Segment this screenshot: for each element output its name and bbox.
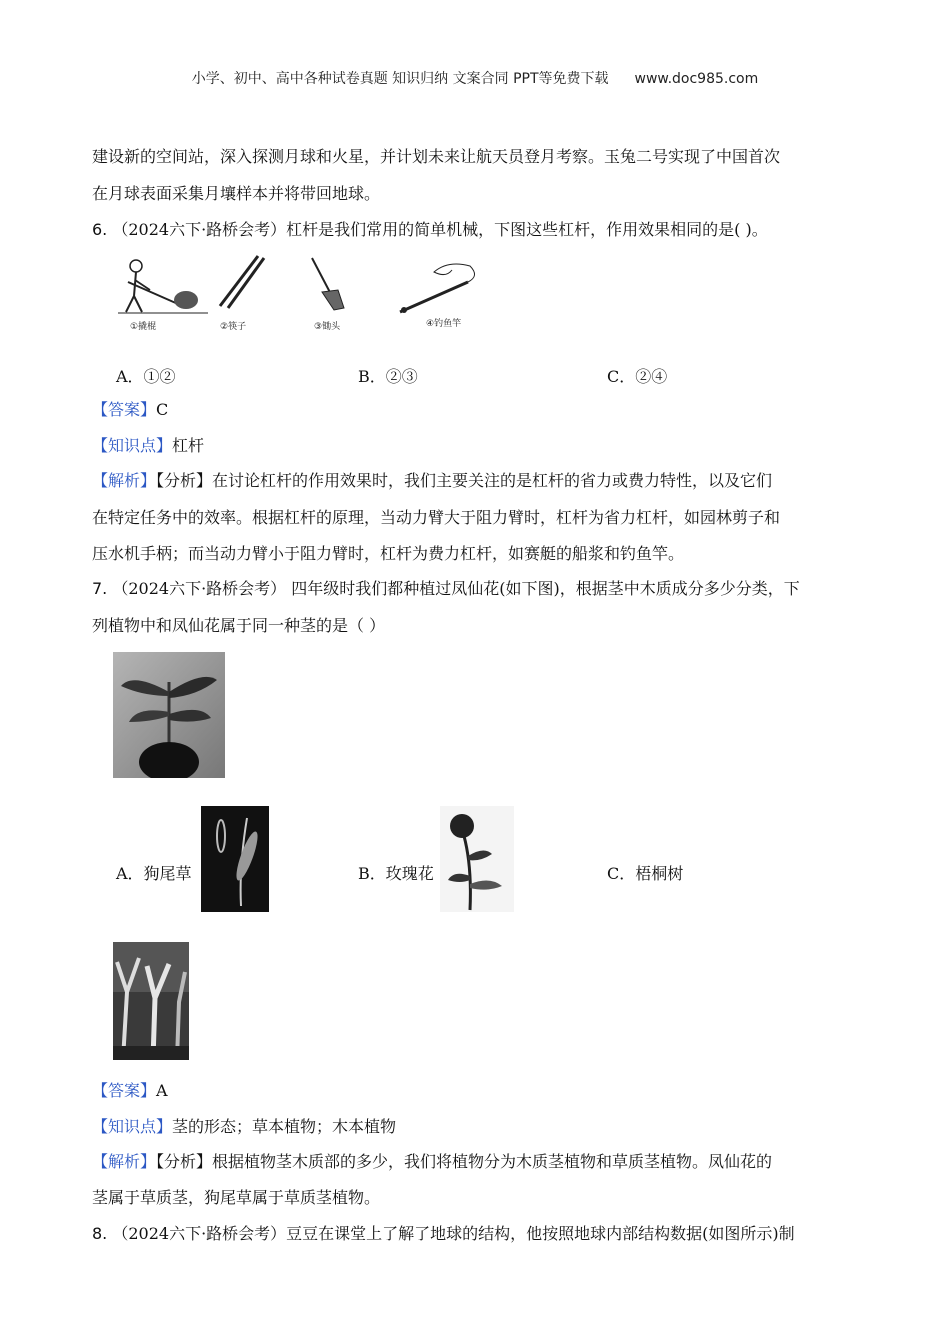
page-header	[0, 68, 950, 88]
q7-knowledge-point	[92, 1116, 396, 1138]
q7-answer-value: A	[156, 1081, 168, 1100]
foxtail-grass-photo	[201, 806, 269, 912]
q6-answer	[92, 399, 168, 421]
q6-option-b[interactable]: B．②③	[358, 367, 418, 386]
q7-option-a[interactable]: A．狗尾草	[116, 864, 192, 883]
hoe-figure	[312, 258, 344, 310]
chopsticks-figure	[220, 256, 264, 308]
q7-analysis-label: 【解析】	[92, 1152, 157, 1171]
header-url[interactable]: www.doc985.com	[634, 71, 759, 87]
q6-option-c[interactable]: C．②④	[607, 367, 668, 386]
parasol-tree-photo	[113, 942, 189, 1060]
q7-option-b[interactable]: B．玫瑰花	[358, 864, 434, 883]
intro-line-2: 在月球表面采集月壤样本并将带回地球。	[92, 184, 381, 203]
q7-option-c[interactable]: C．梧桐树	[607, 864, 684, 883]
q6-analysis-label: 【解析】	[92, 471, 157, 490]
q7-stem-line-2: 列植物中和凤仙花属于同一种茎的是（ ）	[92, 616, 386, 635]
q7-kp-value: 茎的形态；草本植物；木本植物	[172, 1117, 397, 1136]
q6-answer-label: 【答案】	[92, 400, 157, 419]
q6-analysis-line-3: 压水机手柄；而当动力臂小于阻力臂时，杠杆为费力杠杆，如赛艇的船浆和钓鱼竿。	[92, 544, 685, 563]
q6-knowledge-point	[92, 435, 204, 457]
q8-number: 8.	[92, 1224, 108, 1243]
crowbar-figure	[118, 260, 208, 313]
q6-option-a[interactable]: A．①②	[116, 367, 176, 386]
q6-number: 6.	[92, 220, 108, 239]
q6-stem	[92, 219, 768, 241]
q7-analysis-line-1	[92, 1151, 772, 1173]
q6-caption-3: ③锄头	[314, 322, 341, 332]
intro-line-1: 建设新的空间站，深入探测月球和火星，并计划未来让航天员登月考察。玉兔二号实现了中国首次	[92, 147, 781, 166]
q6-caption-4: ④钓鱼竿	[426, 319, 462, 329]
q7-number: 7.	[92, 579, 108, 598]
q7-answer	[92, 1080, 168, 1102]
q6-analysis-text-1: 【分析】在讨论杠杆的作用效果时，我们主要关注的是杠杆的省力或费力特性，以及它们	[156, 471, 773, 490]
rose-photo	[440, 806, 514, 912]
fishing-rod-figure	[400, 264, 475, 313]
q6-caption-1: ①撬棍	[130, 322, 157, 332]
q6-analysis-line-1	[92, 470, 772, 492]
q6-kp-value: 杠杆	[172, 436, 205, 455]
q8-stem	[92, 1223, 795, 1245]
q7-analysis-line-2: 茎属于草质茎，狗尾草属于草质茎植物。	[92, 1188, 381, 1207]
q7-kp-label: 【知识点】	[92, 1117, 173, 1136]
q6-kp-label: 【知识点】	[92, 436, 173, 455]
q7-answer-label: 【答案】	[92, 1081, 157, 1100]
balsam-plant-photo	[113, 652, 225, 778]
header-text: 小学、初中、高中各种试卷真题 知识归纳 文案合同 PPT等免费下载	[191, 71, 609, 87]
q6-text: （2024六下·路桥会考）杠杆是我们常用的简单机械，下图这些杠杆，作用效果相同的是( )。	[112, 220, 768, 239]
q6-answer-value: C	[156, 400, 169, 419]
q7-text: （2024六下·路桥会考） 四年级时我们都种植过凤仙花(如下图)，根据茎中木质成分多少分类，下	[112, 579, 800, 598]
q7-analysis-text-1: 【分析】根据植物茎木质部的多少，我们将植物分为木质茎植物和草质茎植物。凤仙花的	[156, 1152, 773, 1171]
q8-text: （2024六下·路桥会考）豆豆在课堂上了解了地球的结构，他按照地球内部结构数据(如图所示)制	[112, 1224, 795, 1243]
q6-caption-2: ②筷子	[220, 322, 247, 332]
q6-analysis-line-2: 在特定任务中的效率。根据杠杆的原理，当动力臂大于阻力臂时，杠杆为省力杠杆，如园林剪子和	[92, 508, 781, 527]
q7-stem	[92, 578, 800, 600]
q6-lever-figure	[108, 252, 483, 334]
